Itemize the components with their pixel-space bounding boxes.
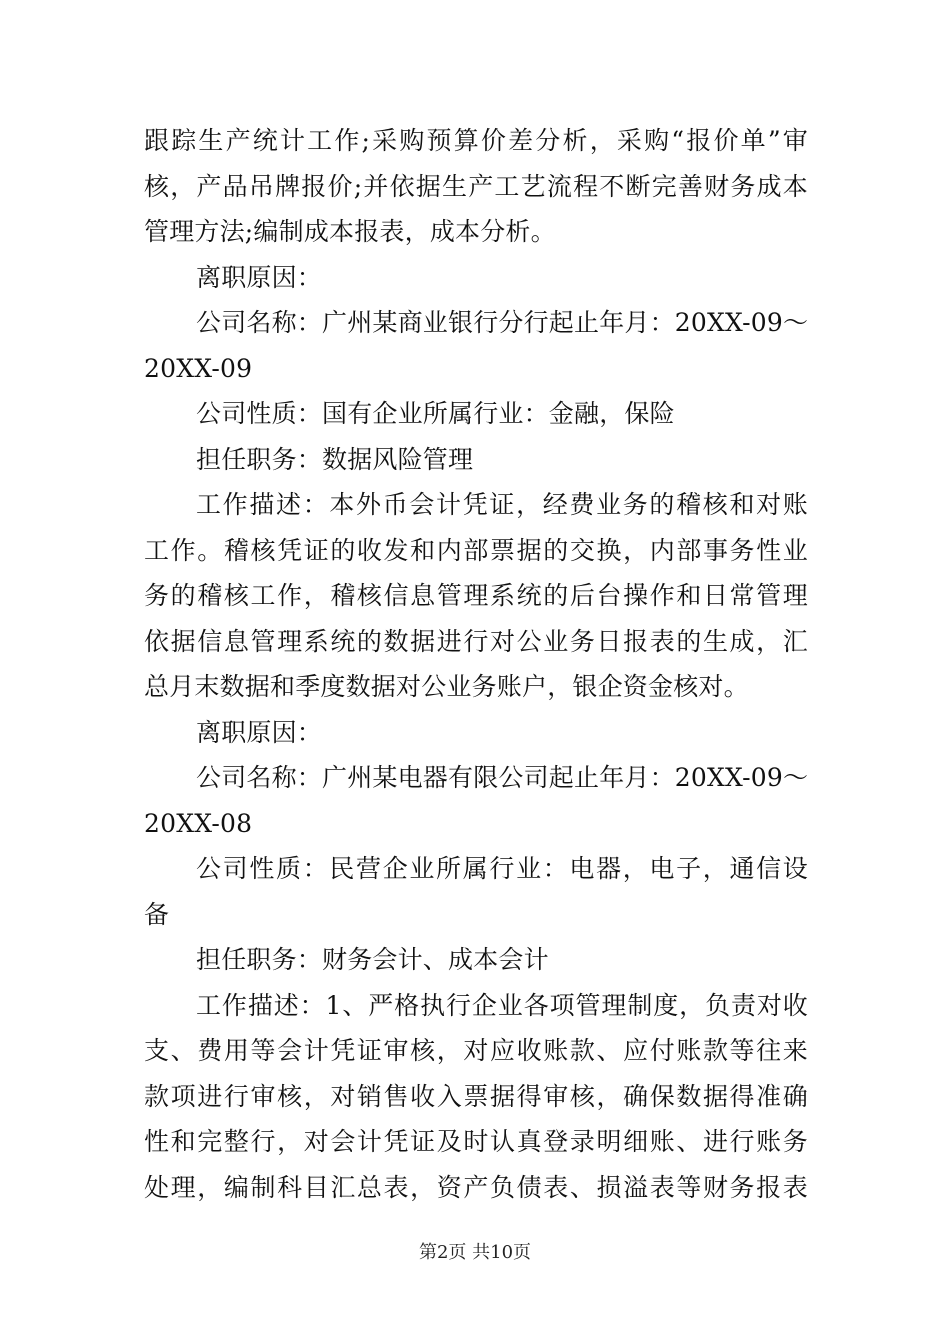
text-line: 工作。稽核凭证的收发和内部票据的交换，内部事务性业 — [144, 535, 808, 565]
text-line: 担任职务：财务会计、成本会计 — [196, 945, 549, 974]
text-line: 20XX-08 — [144, 808, 253, 838]
text-line: 款项进行审核，对销售收入票据得审核，确保数据得准确 — [144, 1081, 808, 1111]
text-line: 支、费用等会计凭证审核，对应收账款、应付账款等往来 — [144, 1036, 808, 1065]
document-body — [144, 118, 808, 1210]
text-line: 总月末数据和季度数据对公业务账户，银企资金核对。 — [144, 672, 749, 701]
text-line: 担任职务：数据风险管理 — [196, 444, 474, 474]
text-line: 性和完整行，对会计凭证及时认真登录明细账、进行账务 — [144, 1127, 808, 1156]
text-line: 备 — [144, 899, 170, 929]
text-line: 依据信息管理系统的数据进行对公业务日报表的生成，汇 — [144, 626, 808, 656]
text-line: 20XX-09 — [144, 353, 253, 383]
text-line: 管理方法;编制成本报表，成本分析。 — [144, 217, 556, 246]
text-line: 核，产品吊牌报价;并依据生产工艺流程不断完善财务成本 — [144, 171, 808, 201]
text-line: 公司名称：广州某商业银行分行起止年月：20XX-09～ — [196, 308, 808, 337]
text-line: 公司性质：民营企业所属行业：电器，电子，通信设 — [196, 854, 808, 883]
text-line: 离职原因： — [196, 262, 323, 292]
text-line: 处理，编制科目汇总表，资产负债表、损溢表等财务报表 — [144, 1172, 808, 1202]
text-line: 离职原因： — [196, 717, 323, 747]
text-line: 公司名称：广州某电器有限公司起止年月：20XX-09～ — [196, 763, 808, 792]
text-line: 跟踪生产统计工作;采购预算价差分析，采购“报价单”审 — [144, 126, 808, 155]
text-line: 工作描述：本外币会计凭证，经费业务的稽核和对账 — [196, 490, 808, 519]
page-number-footer: 第2页 共10页 — [418, 1242, 532, 1263]
text-line: 公司性质：国有企业所属行业：金融，保险 — [196, 399, 675, 428]
text-line: 工作描述：1、严格执行企业各项管理制度，负责对收 — [196, 990, 808, 1020]
text-line: 务的稽核工作，稽核信息管理系统的后台操作和日常管理 — [144, 581, 808, 610]
